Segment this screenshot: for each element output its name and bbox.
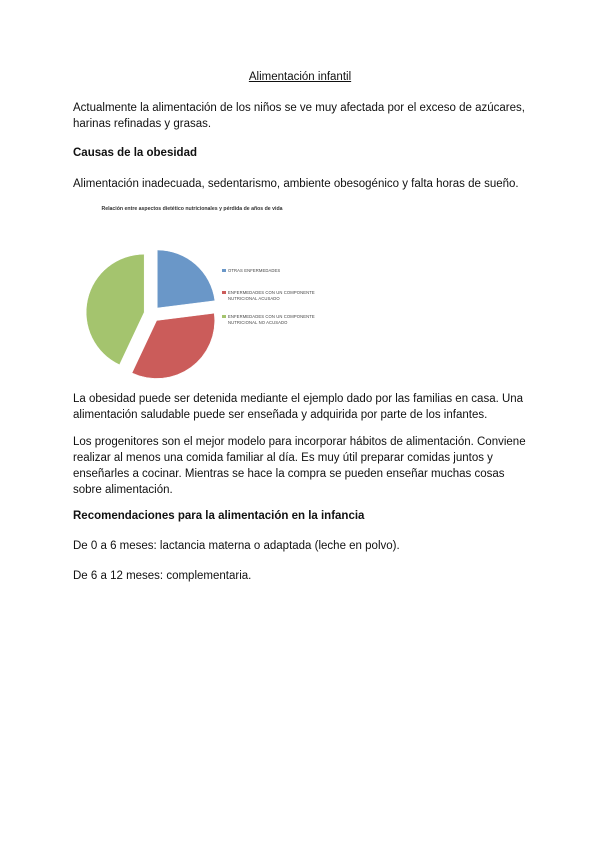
recommendation-6-12-months: De 6 a 12 meses: complementaria. bbox=[73, 570, 252, 582]
recommendation-0-6-months: De 0 a 6 meses: lactancia materna o adaptada (leche en polvo). bbox=[73, 540, 400, 552]
legend-label-3: ENFERMEDADES CON UN COMPONENTE NUTRICIONAL NO ACUSADO bbox=[228, 314, 315, 325]
chart-title: Relación entre aspectos dietético nutricionales y pérdida de años de vida bbox=[101, 206, 283, 212]
legend-swatch-2 bbox=[222, 291, 226, 294]
intro-paragraph: Actualmente la alimentación de los niños se ve muy afectada por el exceso de azúcares, harinas refinadas y grasas. bbox=[73, 102, 525, 130]
legend-label-1: OTRAS ENFERMEDADES bbox=[228, 268, 281, 273]
pie-slice-3 bbox=[86, 254, 144, 364]
recommendations-heading: Recomendaciones para la alimentación en la infancia bbox=[73, 510, 365, 522]
pie-chart-svg bbox=[62, 202, 222, 382]
pie-slice-2 bbox=[132, 313, 215, 378]
causes-heading: Causas de la obesidad bbox=[73, 147, 197, 159]
pie-slice-1 bbox=[157, 250, 215, 308]
legend-swatch-1 bbox=[222, 269, 226, 272]
pie-chart bbox=[62, 202, 342, 382]
document-title: Alimentación infantil bbox=[248, 71, 352, 83]
parents-paragraph: Los progenitores son el mejor modelo para incorporar hábitos de alimentación. Conviene realizar al menos una comida familiar al día. Es muy útil preparar comidas juntos y enseñarles a cocinar. Mientras se hace la compra se pueden enseñar muchas cosas sobre alimentación. bbox=[73, 436, 526, 496]
families-paragraph: La obesidad puede ser detenida mediante el ejemplo dado por las familias en casa. Una alimentación saludable puede ser enseñada y adquirida por parte de los infantes. bbox=[73, 393, 524, 421]
legend-label-2: ENFERMEDADES CON UN COMPONENTE NUTRICIONAL ACUSADO bbox=[228, 290, 315, 301]
causes-paragraph: Alimentación inadecuada, sedentarismo, ambiente obesogénico y falta horas de sueño. bbox=[73, 178, 519, 190]
legend-swatch-3 bbox=[222, 315, 226, 318]
